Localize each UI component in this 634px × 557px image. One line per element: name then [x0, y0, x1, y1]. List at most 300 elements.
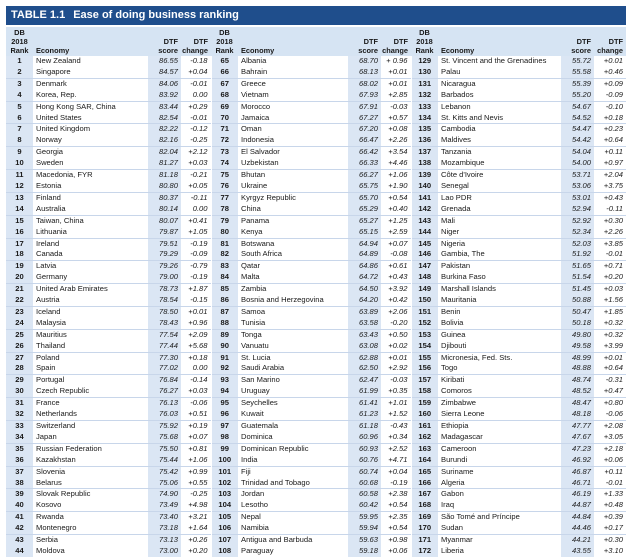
table-row	[6, 135, 626, 146]
dtf-score-cell: 67.20	[348, 124, 381, 135]
rank-cell: 162	[411, 432, 438, 443]
table-row	[6, 546, 626, 557]
rank-cell: 102	[211, 478, 238, 489]
economy-cell: Zimbabwe	[438, 398, 561, 409]
table-row	[6, 318, 626, 329]
rank-cell: 17	[6, 238, 33, 249]
dtf-change-cell: +0.08	[381, 124, 411, 135]
economy-cell: China	[241, 203, 261, 213]
dtf-change-cell: +2.12	[181, 147, 211, 158]
economy-cell: Thailand	[36, 340, 66, 350]
rank-cell: 21	[6, 284, 33, 295]
dtf-change-cell: +3.85	[594, 238, 626, 249]
rank-cell: 30	[6, 386, 33, 397]
economy-cell: Zambia	[238, 284, 348, 295]
economy-cell: Dominica	[241, 431, 273, 441]
rank-cell: 86	[211, 295, 238, 306]
economy-cell: Guatemala	[238, 421, 348, 432]
economy-cell: Kyrgyz Republic	[238, 192, 348, 203]
rank-cell: 71	[211, 124, 238, 135]
dtf-change-cell: -0.03	[381, 101, 411, 112]
dtf-change-cell: +0.34	[388, 431, 408, 441]
economy-cell: St. Kitts and Nevis	[441, 112, 504, 122]
rank-cell: 148	[411, 272, 438, 283]
rank-cell: 144	[411, 227, 438, 238]
economy-cell: St. Lucia	[238, 352, 348, 363]
header-rank-text: Rank	[415, 46, 434, 55]
table-row	[6, 455, 626, 466]
header-dtf-change	[381, 27, 411, 56]
economy-cell: Kenya	[241, 226, 263, 236]
economy-cell: Senegal	[441, 180, 469, 190]
rank-cell: 91	[211, 352, 238, 363]
dtf-score-cell: 46.92	[561, 455, 594, 466]
dtf-change-cell: +4.71	[388, 454, 408, 464]
dtf-score-cell: 46.71	[561, 478, 594, 489]
dtf-change-cell: +0.50	[381, 329, 411, 340]
economy-cell: Jordan	[238, 489, 348, 500]
dtf-score-cell: 48.88	[561, 363, 594, 374]
header-economy-text: Economy	[441, 46, 475, 55]
economy-cell: Georgia	[33, 147, 148, 158]
header-dtf-change-text: DTF	[608, 37, 623, 46]
dtf-change-cell: +1.25	[381, 215, 411, 226]
rank-cell: 15	[6, 215, 33, 226]
economy-cell: Sudan	[441, 523, 463, 533]
rank-cell: 78	[211, 204, 238, 215]
dtf-score-cell: 64.72	[348, 272, 381, 283]
dtf-change-cell: +0.11	[594, 466, 626, 477]
rank-cell: 72	[211, 135, 238, 146]
dtf-change-cell: +0.01	[381, 352, 411, 363]
dtf-change-cell: +0.05	[188, 180, 208, 190]
rank-cell: 141	[411, 192, 438, 203]
header-rank-text: 2018	[216, 37, 233, 46]
rank-cell: 24	[6, 318, 33, 329]
economy-cell: Poland	[33, 352, 148, 363]
economy-cell: Czech Republic	[36, 386, 90, 396]
economy-cell: Nigeria	[438, 238, 561, 249]
rank-cell: 168	[411, 500, 438, 511]
dtf-change-cell: +1.05	[188, 226, 208, 236]
dtf-score-cell: 52.34	[561, 227, 594, 238]
dtf-score-cell: 60.96	[348, 432, 381, 443]
dtf-change-cell: +0.71	[594, 261, 626, 272]
table-row	[6, 523, 626, 534]
dtf-change-cell: +3.10	[603, 545, 623, 555]
dtf-score-cell: 50.47	[561, 306, 594, 317]
economy-cell: Guinea	[438, 329, 561, 340]
dtf-score-cell: 78.73	[148, 284, 181, 295]
dtf-score-cell: 50.18	[561, 318, 594, 329]
dtf-score-cell: 51.92	[561, 249, 594, 260]
dtf-change-cell: -0.11	[606, 203, 623, 213]
header-dtf-score-text: DTF	[363, 37, 378, 46]
economy-cell: Benin	[438, 306, 561, 317]
dtf-score-cell: 75.68	[148, 432, 181, 443]
rank-cell: 151	[411, 306, 438, 317]
header-rank	[211, 27, 238, 56]
dtf-score-cell: 68.70	[348, 56, 381, 67]
table-header-row	[6, 27, 626, 56]
rank-cell: 108	[211, 546, 238, 557]
dtf-change-cell: +4.98	[188, 500, 208, 510]
economy-cell: Switzerland	[33, 421, 148, 432]
economy-cell: Côte d'Ivoire	[438, 170, 561, 181]
rank-cell: 73	[211, 147, 238, 158]
dtf-score-cell: 64.89	[348, 249, 381, 260]
rank-cell: 79	[211, 215, 238, 226]
rank-cell: 11	[6, 170, 33, 181]
rank-cell: 146	[411, 249, 438, 260]
header-dtf-change-text: change	[182, 46, 208, 55]
table-row	[6, 284, 626, 295]
dtf-score-cell: 74.90	[148, 489, 181, 500]
economy-cell: Maldives	[441, 135, 471, 145]
dtf-score-cell: 59.95	[348, 512, 381, 523]
rank-cell: 104	[211, 500, 238, 511]
dtf-change-cell: +2.85	[388, 89, 408, 99]
rank-cell: 22	[6, 295, 33, 306]
rank-cell: 92	[211, 363, 238, 374]
dtf-change-cell: 0.00	[192, 89, 208, 99]
rank-cell: 98	[211, 432, 238, 443]
rank-cell: 35	[6, 443, 33, 454]
dtf-change-cell: +0.51	[188, 409, 208, 419]
economy-cell: Netherlands	[36, 409, 77, 419]
rank-cell: 105	[211, 512, 238, 523]
dtf-score-cell: 82.16	[148, 135, 181, 146]
rank-cell: 101	[211, 466, 238, 477]
dtf-change-cell: +0.30	[594, 535, 626, 546]
dtf-change-cell: -0.11	[181, 192, 211, 203]
table-row	[6, 386, 626, 397]
economy-cell: Burundi	[441, 454, 468, 464]
dtf-change-cell: +0.43	[594, 192, 626, 203]
dtf-change-cell: -0.06	[181, 398, 211, 409]
economy-cell: Kosovo	[36, 500, 62, 510]
economy-cell: Paraguay	[241, 545, 274, 555]
rank-cell: 139	[411, 170, 438, 181]
table-row	[6, 272, 626, 283]
dtf-change-cell: -0.79	[181, 261, 211, 272]
rank-cell: 155	[411, 352, 438, 363]
dtf-change-cell: -0.19	[190, 272, 208, 282]
table-row	[6, 249, 626, 260]
economy-cell: Antigua and Barbuda	[238, 535, 348, 546]
dtf-score-cell: 61.23	[348, 409, 381, 420]
dtf-change-cell: +0.11	[594, 147, 626, 158]
rank-cell: 100	[211, 455, 238, 466]
dtf-score-cell: 64.20	[348, 295, 381, 306]
dtf-score-cell: 54.04	[561, 147, 594, 158]
dtf-change-cell: +0.57	[388, 112, 408, 122]
rank-cell: 65	[211, 56, 238, 67]
dtf-score-cell: 48.47	[561, 398, 594, 409]
rank-cell: 83	[211, 261, 238, 272]
economy-cell: Belarus	[36, 477, 62, 487]
dtf-change-cell: +2.18	[594, 443, 626, 454]
economy-cell: Mauritania	[441, 295, 477, 305]
dtf-score-cell: 59.18	[348, 546, 381, 557]
economy-cell: El Salvador	[238, 147, 348, 158]
dtf-score-cell: 75.50	[148, 443, 181, 454]
economy-cell: South Africa	[241, 249, 282, 259]
dtf-score-cell: 68.02	[348, 78, 381, 89]
dtf-score-cell: 47.77	[561, 421, 594, 432]
rank-cell: 85	[211, 284, 238, 295]
table-title-text: Ease of doing business ranking	[73, 9, 239, 21]
economy-cell: Kiribati	[438, 375, 561, 386]
economy-cell: Namibia	[241, 523, 269, 533]
dtf-change-cell: -0.09	[190, 249, 208, 259]
dtf-score-cell: 62.88	[348, 352, 381, 363]
dtf-score-cell: 77.30	[148, 352, 181, 363]
dtf-change-cell: +0.01	[603, 56, 623, 65]
dtf-change-cell: -0.20	[390, 317, 408, 327]
economy-cell: Australia	[36, 203, 66, 213]
rank-cell: 2	[6, 67, 33, 78]
economy-cell: Lithuania	[36, 226, 67, 236]
header-dtf-change-text: change	[382, 46, 408, 55]
dtf-score-cell: 54.52	[561, 113, 594, 124]
rank-cell: 87	[211, 306, 238, 317]
table-row	[6, 261, 626, 272]
economy-cell: Seychelles	[238, 398, 348, 409]
rank-cell: 34	[6, 432, 33, 443]
economy-cell: Portugal	[33, 375, 148, 386]
table-row	[6, 113, 626, 124]
rank-cell: 131	[411, 78, 438, 89]
rank-cell: 33	[6, 421, 33, 432]
dtf-change-cell: +0.40	[388, 203, 408, 213]
rank-cell: 160	[411, 409, 438, 420]
dtf-change-cell: +4.46	[388, 158, 408, 168]
dtf-score-cell: 73.00	[148, 546, 181, 557]
dtf-score-cell: 66.27	[348, 170, 381, 181]
economy-cell: Sweden	[36, 158, 64, 168]
economy-cell: Panama	[238, 215, 348, 226]
dtf-change-cell: +0.06	[388, 545, 408, 555]
table-row	[6, 306, 626, 317]
dtf-change-cell: +0.19	[181, 421, 211, 432]
rank-cell: 67	[211, 78, 238, 89]
economy-cell: New Zealand	[36, 56, 81, 65]
rank-cell: 12	[6, 181, 33, 192]
dtf-score-cell: 47.67	[561, 432, 594, 443]
economy-cell: Uzbekistan	[241, 158, 279, 168]
dtf-score-cell: 65.15	[348, 227, 381, 238]
dtf-change-cell: +3.54	[381, 147, 411, 158]
economy-cell: Sierra Leone	[441, 409, 485, 419]
dtf-change-cell: +5.68	[188, 340, 208, 350]
dtf-change-cell: +0.61	[381, 261, 411, 272]
dtf-score-cell: 52.92	[561, 215, 594, 226]
economy-cell: Grenada	[441, 203, 471, 213]
dtf-score-cell: 83.92	[148, 90, 181, 101]
dtf-score-cell: 82.04	[148, 147, 181, 158]
table-row	[6, 478, 626, 489]
economy-cell: Singapore	[36, 66, 71, 76]
dtf-score-cell: 52.03	[561, 238, 594, 249]
table-row	[6, 170, 626, 181]
dtf-change-cell: -0.01	[181, 78, 211, 89]
economy-cell: Vanuatu	[241, 340, 269, 350]
dtf-score-cell: 53.71	[561, 170, 594, 181]
dtf-score-cell: 77.02	[148, 363, 181, 374]
dtf-change-cell: +0.01	[181, 306, 211, 317]
rank-cell: 130	[411, 67, 438, 78]
dtf-score-cell: 59.94	[348, 523, 381, 534]
economy-cell: Lebanon	[438, 101, 561, 112]
dtf-score-cell: 79.29	[148, 249, 181, 260]
dtf-change-cell: +0.04	[188, 66, 208, 76]
economy-cell: Algeria	[441, 477, 465, 487]
dtf-change-cell: +3.05	[603, 431, 623, 441]
dtf-change-cell: +1.52	[388, 409, 408, 419]
economy-cell: Albania	[241, 56, 267, 65]
table-row	[6, 432, 626, 443]
dtf-score-cell: 46.19	[561, 489, 594, 500]
dtf-score-cell: 82.54	[148, 113, 181, 124]
dtf-score-cell: 43.55	[561, 546, 594, 557]
economy-cell: Slovak Republic	[33, 489, 148, 500]
rank-cell: 19	[6, 261, 33, 272]
dtf-change-cell: -0.25	[190, 135, 208, 145]
dtf-change-cell: +1.85	[594, 306, 626, 317]
rank-cell: 31	[6, 398, 33, 409]
dtf-score-cell: 60.68	[348, 478, 381, 489]
rank-cell: 158	[411, 386, 438, 397]
header-dtf-score-text: score	[571, 46, 591, 55]
dtf-score-cell: 78.43	[148, 318, 181, 329]
dtf-change-cell: +0.96	[188, 317, 208, 327]
dtf-score-cell: 68.13	[348, 67, 381, 78]
economy-cell: Comoros	[441, 386, 472, 396]
rank-cell: 156	[411, 363, 438, 374]
economy-cell: Denmark	[33, 78, 148, 89]
rank-cell: 25	[6, 329, 33, 340]
economy-cell: Japan	[36, 431, 57, 441]
rank-cell: 96	[211, 409, 238, 420]
dtf-score-cell: 73.13	[148, 535, 181, 546]
economy-cell: United Arab Emirates	[33, 284, 148, 295]
dtf-change-cell: -0.03	[381, 375, 411, 386]
economy-cell: Cameroon	[438, 443, 561, 454]
dtf-score-cell: 54.00	[561, 158, 594, 169]
rank-cell: 152	[411, 318, 438, 329]
dtf-score-cell: 50.88	[561, 295, 594, 306]
rank-cell: 18	[6, 249, 33, 260]
table-title-label: TABLE 1.1	[11, 9, 66, 21]
rank-cell: 23	[6, 306, 33, 317]
dtf-change-cell: +1.64	[188, 523, 208, 533]
economy-cell: Myanmar	[438, 535, 561, 546]
rank-cell: 132	[411, 90, 438, 101]
dtf-change-cell: +0.55	[188, 477, 208, 487]
dtf-score-cell: 60.74	[348, 466, 381, 477]
table-row	[6, 535, 626, 546]
dtf-change-cell: -0.08	[390, 249, 408, 259]
dtf-change-cell: 0.00	[192, 363, 208, 373]
economy-cell: Macedonia, FYR	[33, 170, 148, 181]
economy-cell: Uruguay	[241, 386, 270, 396]
rank-cell: 14	[6, 204, 33, 215]
dtf-score-cell: 76.27	[148, 386, 181, 397]
rank-cell: 4	[6, 90, 33, 101]
economy-cell: Ukraine	[241, 180, 268, 190]
header-dtf-score-text: score	[158, 46, 178, 55]
economy-cell: Mauritius	[33, 329, 148, 340]
dtf-change-cell: + 0.96	[386, 56, 408, 65]
economy-cell: Vietnam	[241, 89, 269, 99]
rank-cell: 70	[211, 113, 238, 124]
dtf-change-cell: +2.26	[603, 226, 623, 236]
table-row	[6, 147, 626, 158]
economy-cell: Mozambique	[441, 158, 485, 168]
rank-cell: 107	[211, 535, 238, 546]
dtf-change-cell: +0.18	[181, 352, 211, 363]
table-row	[6, 295, 626, 306]
dtf-change-cell: +0.07	[381, 238, 411, 249]
header-dtf-score	[561, 27, 594, 56]
dtf-score-cell: 81.27	[148, 158, 181, 169]
dtf-change-cell: +0.26	[181, 535, 211, 546]
economy-cell: Ireland	[33, 238, 148, 249]
table-row	[6, 409, 626, 420]
rank-cell: 32	[6, 409, 33, 420]
dtf-change-cell: +0.47	[603, 386, 623, 396]
rank-cell: 29	[6, 375, 33, 386]
dtf-score-cell: 75.92	[148, 421, 181, 432]
dtf-score-cell: 44.21	[561, 535, 594, 546]
dtf-change-cell: +3.21	[181, 512, 211, 523]
economy-cell: Hong Kong SAR, China	[33, 101, 148, 112]
rank-cell: 36	[6, 455, 33, 466]
economy-cell: Nepal	[238, 512, 348, 523]
header-rank-text: DB	[14, 28, 25, 37]
dtf-score-cell: 44.84	[561, 512, 594, 523]
rank-cell: 150	[411, 295, 438, 306]
header-dtf-score-text: DTF	[576, 37, 591, 46]
header-economy	[33, 27, 148, 56]
table-row	[6, 192, 626, 203]
rank-cell: 26	[6, 341, 33, 352]
dtf-score-cell: 65.75	[348, 181, 381, 192]
economy-cell: Moldova	[36, 545, 65, 555]
dtf-score-cell: 76.84	[148, 375, 181, 386]
dtf-score-cell: 53.06	[561, 181, 594, 192]
economy-cell: France	[33, 398, 148, 409]
header-rank-text: Rank	[10, 46, 29, 55]
dtf-change-cell: -0.15	[190, 295, 208, 305]
table-row	[6, 512, 626, 523]
economy-cell: Bolivia	[441, 317, 464, 327]
table-row	[6, 238, 626, 249]
header-economy	[238, 27, 348, 56]
dtf-change-cell: -0.31	[594, 375, 626, 386]
dtf-score-cell: 67.27	[348, 113, 381, 124]
economy-cell: Nicaragua	[438, 78, 561, 89]
dtf-score-cell: 62.50	[348, 363, 381, 374]
dtf-score-cell: 79.00	[148, 272, 181, 283]
dtf-score-cell: 44.87	[561, 500, 594, 511]
table-body	[6, 56, 626, 557]
dtf-change-cell: +0.02	[388, 340, 408, 350]
rank-cell: 137	[411, 147, 438, 158]
dtf-score-cell: 60.42	[348, 500, 381, 511]
table-row	[6, 489, 626, 500]
